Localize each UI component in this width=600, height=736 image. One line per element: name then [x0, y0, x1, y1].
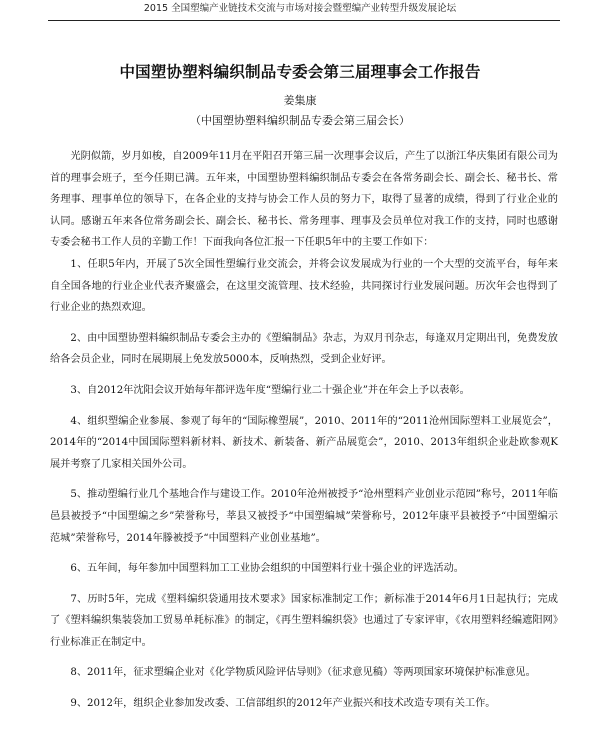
- intro-paragraph: 光阴似箭，岁月如梭，自2009年11月在平阳召开第三届一次理事会议后，产生了以浙江华庆集团有限公司为首的理事会班子，至今任期已满。五年来，中国塑协塑料编织制品专委会在各常务副会长、副会长、秘书长、常务理事、理事单位的领导下，在各企业的支持与协会工作人员的努力下，取得了显著的成绩，得到了行业企业的认同。感谢五年来各位常务副会长、副会长、秘书长、常务理事、理事及会员单位对我工作的支持，同时也感谢专委会秘书工作人员的辛勤工作！下面我向各位汇报一下任职5年中的主要工作如下：: [50, 151, 558, 249]
- item-paragraph-3: 3、自2012年沈阳会议开始每年都评选年度“塑编行业二十强企业”并在年会上予以表彰。: [70, 384, 470, 396]
- item-paragraph-5: 5、推动塑编行业几个基地合作与建设工作。2010年沧州被授予“沧州塑料产业创业示范园”称号，2011年临邑县被授予“中国塑编之乡”荣誉称号，莘县又被授予“中国塑编城”荣誉称号，2012年康平县被授予“中国塑编示范城”荣誉称号，2014年滕被授予“中国塑料产业创业基地”。: [50, 489, 558, 544]
- author-name: 姜集康: [283, 94, 317, 107]
- item-paragraph-9: 9、2012年，组织企业参加发改委、工信部组织的2012年产业振兴和技术改造专项有关工作。: [70, 698, 496, 710]
- author-affiliation: （中国塑协塑料编织制品专委会第三届会长）: [190, 114, 410, 127]
- item-paragraph-1: 1、任职5年内，开展了5次全国性塑编行业交流会，并将会议发展成为行业的一个大型的交流平台，每年来自全国各地的行业企业代表齐聚盛会，在这里交流管理、技术经验，共同探讨行业发展问题。历次年会也得到了行业企业的热烈欢迎。: [50, 258, 558, 314]
- item-paragraph-8: 8、2011年，征求塑编企业对《化学物质风险评估导则》（征求意见稿）等两项国家环境保护标准意见。: [70, 667, 536, 679]
- header-text: 2015 全国塑编产业链技术交流与市场对接会暨塑编产业转型升级发展论坛: [143, 3, 457, 14]
- item-paragraph-7: 7、历时5年，完成《塑料编织袋通用技术要求》国家标准制定工作；新标准于2014年6月1日起执行；完成了《塑料编织集装袋加工贸易单耗标准》的制定，《再生塑料编织袋》也通过了专家评审，《农用塑料经编遮阳网》行业标准正在制定中。: [50, 593, 558, 648]
- item-paragraph-6: 6、五年间，每年参加中国塑料加工工业协会组织的中国塑料行业十强企业的评选活动。: [70, 563, 464, 575]
- item-paragraph-4: 4、组织塑编企业参展、参观了每年的“国际橡塑展”，2010、2011年的“2011沧州国际塑料工业展览会”，2014年的“2014中国国际塑料新材料、新技术、新装备、新产品展览会”，2010、2013年组织企业赴欧参观K展并考察了几家相关国外公司。: [50, 415, 558, 470]
- report-title: 中国塑协塑料编织制品专委会第三届理事会工作报告: [119, 63, 481, 81]
- header-rule: [48, 20, 560, 21]
- item-paragraph-2: 2、由中国塑协塑料编织制品专委会主办的《塑编制品》杂志，为双月刊杂志，每逢双月定期出刊，免费发放给各会员企业，同时在展期展上免发放5000本，反响热烈，受到企业好评。: [50, 332, 558, 366]
- report-body: [50, 146, 558, 724]
- page-header: [0, 0, 600, 26]
